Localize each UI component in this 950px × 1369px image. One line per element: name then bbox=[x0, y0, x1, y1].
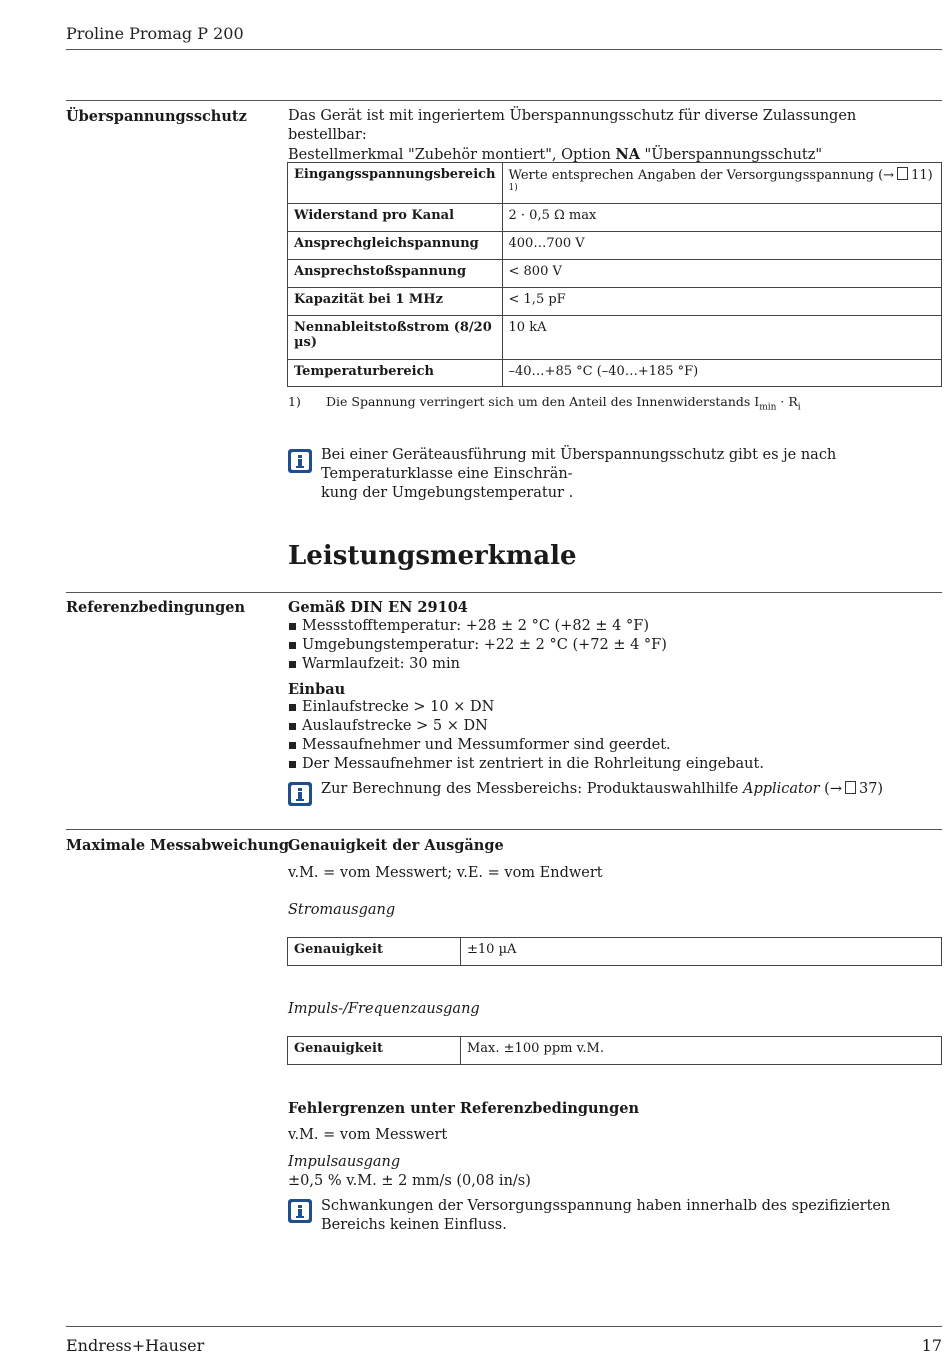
footnote bbox=[288, 394, 801, 413]
installation-list bbox=[288, 698, 764, 774]
table-row bbox=[288, 204, 942, 232]
table-value: ±10 µA bbox=[461, 938, 942, 966]
list-item: Warmlaufzeit: 30 min bbox=[288, 655, 667, 674]
impulsausgang-label: Impuls-/Frequenzausgang bbox=[288, 1001, 480, 1017]
table-key: Ansprechstoßspannung bbox=[288, 260, 503, 288]
subscript-i: i bbox=[797, 402, 801, 413]
section-divider bbox=[66, 100, 942, 101]
footnote-text-a: Die Spannung verringert sich um den Anteil des Innenwiderstands I bbox=[326, 394, 760, 409]
arrow-text: (→ bbox=[819, 781, 842, 797]
note-line-2: kung der Umgebungstemperatur . bbox=[321, 485, 574, 501]
table-value: < 800 V bbox=[502, 260, 941, 288]
footer-rule bbox=[66, 1326, 942, 1327]
section-divider bbox=[66, 592, 942, 593]
list-item: Der Messaufnehmer ist zentriert in die Rohrleitung eingebaut. bbox=[288, 755, 764, 774]
pulse-accuracy: ±0,5 % v.M. ± 2 mm/s (0,08 in/s) bbox=[288, 1173, 531, 1189]
subheading-din: Gemäß DIN EN 29104 bbox=[288, 599, 468, 616]
table-key: Nennableitstoßstrom (8/20 µs) bbox=[288, 316, 503, 360]
footnote-ref[interactable]: 1) bbox=[508, 183, 518, 193]
page-number: 17 bbox=[921, 1336, 942, 1355]
note-line-1: Bei einer Geräteausführung mit Überspannungsschutz gibt es je nach Temperaturklasse eine Einschrän- bbox=[321, 447, 837, 482]
table-row bbox=[288, 260, 942, 288]
table-key: Widerstand pro Kanal bbox=[288, 204, 503, 232]
running-header: Proline Promag P 200 bbox=[66, 24, 244, 43]
applicator-link[interactable]: Applicator bbox=[742, 781, 820, 797]
surge-protection-table bbox=[287, 162, 942, 387]
table-value: 400…700 V bbox=[502, 232, 941, 260]
section-label-ueberspannungsschutz: Überspannungsschutz bbox=[66, 108, 247, 125]
table-row bbox=[288, 163, 942, 204]
chapter-heading: Leistungsmerkmale bbox=[288, 541, 577, 571]
subheading-fehlergrenzen: Fehlergrenzen unter Referenzbedingungen bbox=[288, 1100, 639, 1117]
temperature-note bbox=[321, 446, 941, 503]
abbreviation-line-2: v.M. = vom Messwert bbox=[288, 1127, 448, 1143]
subscript-min: min bbox=[759, 402, 777, 413]
intro-text-c: "Überspannungsschutz" bbox=[639, 147, 823, 163]
table-value: –40…+85 °C (–40…+185 °F) bbox=[502, 360, 941, 387]
table-value: 2 · 0,5 Ω max bbox=[502, 204, 941, 232]
table-value: 10 kA bbox=[502, 316, 941, 360]
footer-brand: Endress+Hauser bbox=[66, 1336, 205, 1355]
document-icon bbox=[845, 781, 856, 794]
table-key: Kapazität bei 1 MHz bbox=[288, 288, 503, 316]
abbreviation-line: v.M. = vom Messwert; v.E. = vom Endwert bbox=[288, 865, 603, 881]
document-icon bbox=[897, 167, 908, 180]
ueberspannung-intro bbox=[288, 107, 938, 165]
list-item: Messaufnehmer und Messumformer sind geerdet. bbox=[288, 736, 764, 755]
list-item: Messstofftemperatur: +28 ± 2 °C (+82 ± 4 °F) bbox=[288, 617, 667, 636]
list-item: Umgebungstemperatur: +22 ± 2 °C (+72 ± 4 °F) bbox=[288, 636, 667, 655]
current-output-table bbox=[287, 937, 942, 966]
section-label-referenzbedingungen: Referenzbedingungen bbox=[66, 599, 246, 616]
page-ref[interactable]: 11) bbox=[911, 168, 933, 183]
note-text: Zur Berechnung des Messbereichs: Produktauswahlhilfe bbox=[321, 781, 743, 797]
footnote-number: 1) bbox=[288, 394, 301, 409]
subheading-genauigkeit: Genauigkeit der Ausgänge bbox=[288, 837, 504, 854]
pulse-output-table bbox=[287, 1036, 942, 1065]
table-row bbox=[288, 316, 942, 360]
table-key: Genauigkeit bbox=[288, 938, 461, 966]
impulsausgang-heading: Impulsausgang bbox=[288, 1154, 401, 1170]
info-icon bbox=[288, 449, 312, 473]
table-row bbox=[288, 288, 942, 316]
footnote-text bbox=[326, 394, 801, 413]
table-key: Eingangsspannungsbereich bbox=[288, 163, 503, 204]
table-row bbox=[288, 938, 942, 966]
intro-text-a: Bestellmerkmal "Zubehör montiert", Option bbox=[288, 147, 616, 163]
stromausgang-label: Stromausgang bbox=[288, 902, 396, 918]
subheading-einbau: Einbau bbox=[288, 681, 346, 698]
info-icon bbox=[288, 1199, 312, 1223]
section-label-messabweichung: Maximale Messabweichung bbox=[66, 837, 290, 854]
table-key: Genauigkeit bbox=[288, 1037, 461, 1065]
value-text: Werte entsprechen Angaben der Versorgungsspannung (→ bbox=[508, 168, 895, 183]
table-value bbox=[502, 163, 941, 204]
list-item: Einlaufstrecke > 10 × DN bbox=[288, 698, 764, 717]
supply-note: Schwankungen der Versorgungsspannung haben innerhalb des spezifizierten Bereichs keinen Einfluss. bbox=[321, 1198, 891, 1233]
info-icon bbox=[288, 782, 312, 806]
table-value: Max. ±100 ppm v.M. bbox=[461, 1037, 942, 1065]
header-rule bbox=[66, 49, 942, 50]
list-item: Auslaufstrecke > 5 × DN bbox=[288, 717, 764, 736]
section-divider bbox=[66, 829, 942, 830]
option-code: NA bbox=[615, 146, 640, 163]
table-key: Ansprechgleichspannung bbox=[288, 232, 503, 260]
table-row bbox=[288, 1037, 942, 1065]
table-row bbox=[288, 232, 942, 260]
table-row bbox=[288, 360, 942, 387]
footnote-text-b: · R bbox=[776, 394, 798, 409]
page-ref[interactable]: 37) bbox=[858, 781, 884, 797]
applicator-note bbox=[321, 780, 941, 799]
reference-conditions-list bbox=[288, 617, 667, 674]
table-value: < 1,5 pF bbox=[502, 288, 941, 316]
intro-line-1: Das Gerät ist mit ingeriertem Überspannungsschutz für diverse Zulassungen bestellbar: bbox=[288, 108, 857, 143]
table-key: Temperaturbereich bbox=[288, 360, 503, 387]
